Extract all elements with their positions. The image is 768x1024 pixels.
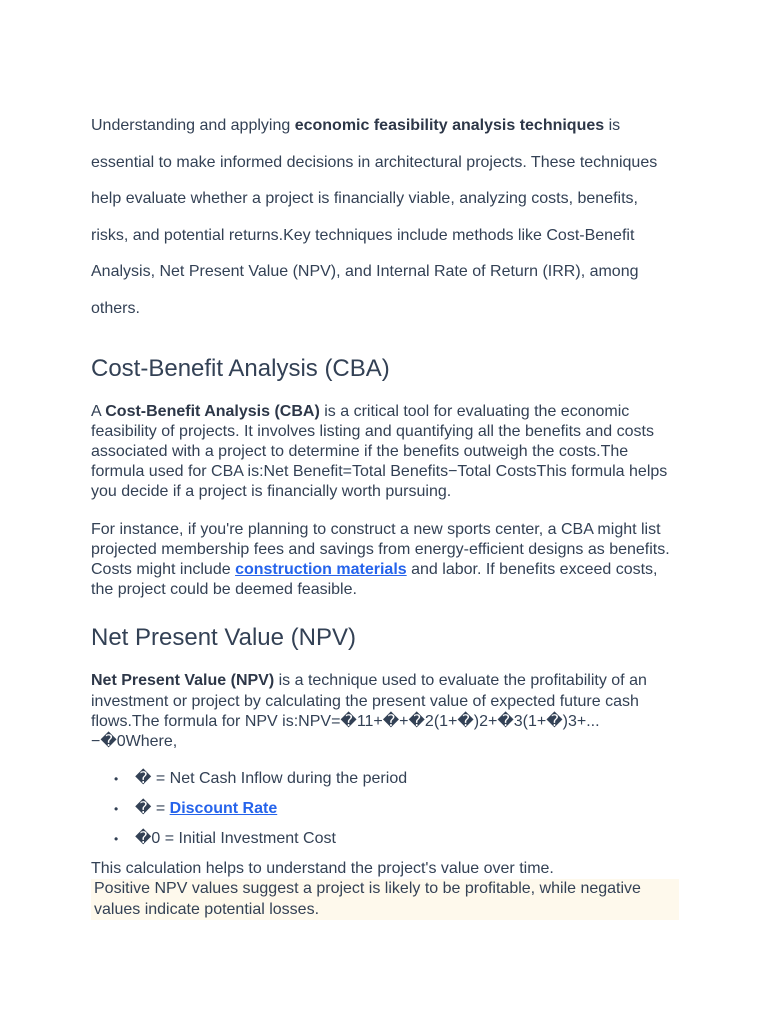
npv-definition-paragraph xyxy=(91,671,679,752)
highlight-callout: Positive NPV values suggest a project is likely to be profitable, while negative values indicate potential losses. xyxy=(91,879,679,919)
intro-paragraph xyxy=(91,108,679,328)
list-item-text: �0 = Initial Investment Cost xyxy=(135,830,336,848)
cba-def-text: is a critical tool for evaluating the economic feasibility of projects. It involves listing and quantifying all the benefits and costs associated with a project to determine if the benefits outweigh the costs.The formula used for CBA is:Net Benefit=Total Benefits−Total CostsThis formula helps you decide if a project is financially worth pursuing. xyxy=(91,402,668,501)
cba-def-bold: Cost-Benefit Analysis (CBA) xyxy=(105,402,320,420)
list-item xyxy=(91,769,679,789)
list-item-text: � = xyxy=(135,800,170,818)
cba-definition-paragraph xyxy=(91,402,679,503)
npv-variable-list xyxy=(91,769,679,849)
cba-example-paragraph xyxy=(91,520,679,601)
intro-text-after: is essential to make informed decisions in architectural projects. These techniques help evaluate whether a project is financially viable, analyzing costs, benefits, risks, and potential returns.Key techniques include methods like Cost-Benefit Analysis, Net Present Value (NPV), and Internal Rate of Return (IRR), among others. xyxy=(91,117,658,317)
construction-materials-link[interactable]: construction materials xyxy=(235,560,407,578)
bullet-icon: • xyxy=(114,832,119,847)
npv-def-bold: Net Present Value (NPV) xyxy=(91,672,275,690)
calc-note-paragraph: This calculation helps to understand the project's value over time. xyxy=(91,860,554,878)
list-item-text: � = Net Cash Inflow during the period xyxy=(135,770,408,788)
list-item xyxy=(91,829,679,849)
bullet-icon: • xyxy=(114,802,119,817)
cba-example-before: For instance, if you're planning to construct a new sports center, a CBA might list projected membership fees and savings from energy-efficient designs as benefits. Costs might include xyxy=(91,520,670,578)
npv-def-text: is a technique used to evaluate the profitability of an investment or project by calculating the present value of expected future cash flows.The formula for NPV is:NPV=�11+�+�2(1+�)2+�3(1+�)3+...−�0Where, xyxy=(91,672,647,750)
cba-def-prefix: A xyxy=(91,402,106,420)
cba-heading: Cost-Benefit Analysis (CBA) xyxy=(91,354,390,382)
article-content xyxy=(91,108,679,920)
bullet-icon: • xyxy=(114,772,119,787)
npv-heading: Net Present Value (NPV) xyxy=(91,624,356,652)
cba-example-after: and labor. If benefits exceed costs, the project could be deemed feasible. xyxy=(91,560,658,599)
list-item xyxy=(91,799,679,819)
intro-text-before: Understanding and applying xyxy=(91,117,295,134)
discount-rate-link[interactable]: Discount Rate xyxy=(169,800,278,818)
intro-bold-term: economic feasibility analysis techniques xyxy=(294,117,605,134)
